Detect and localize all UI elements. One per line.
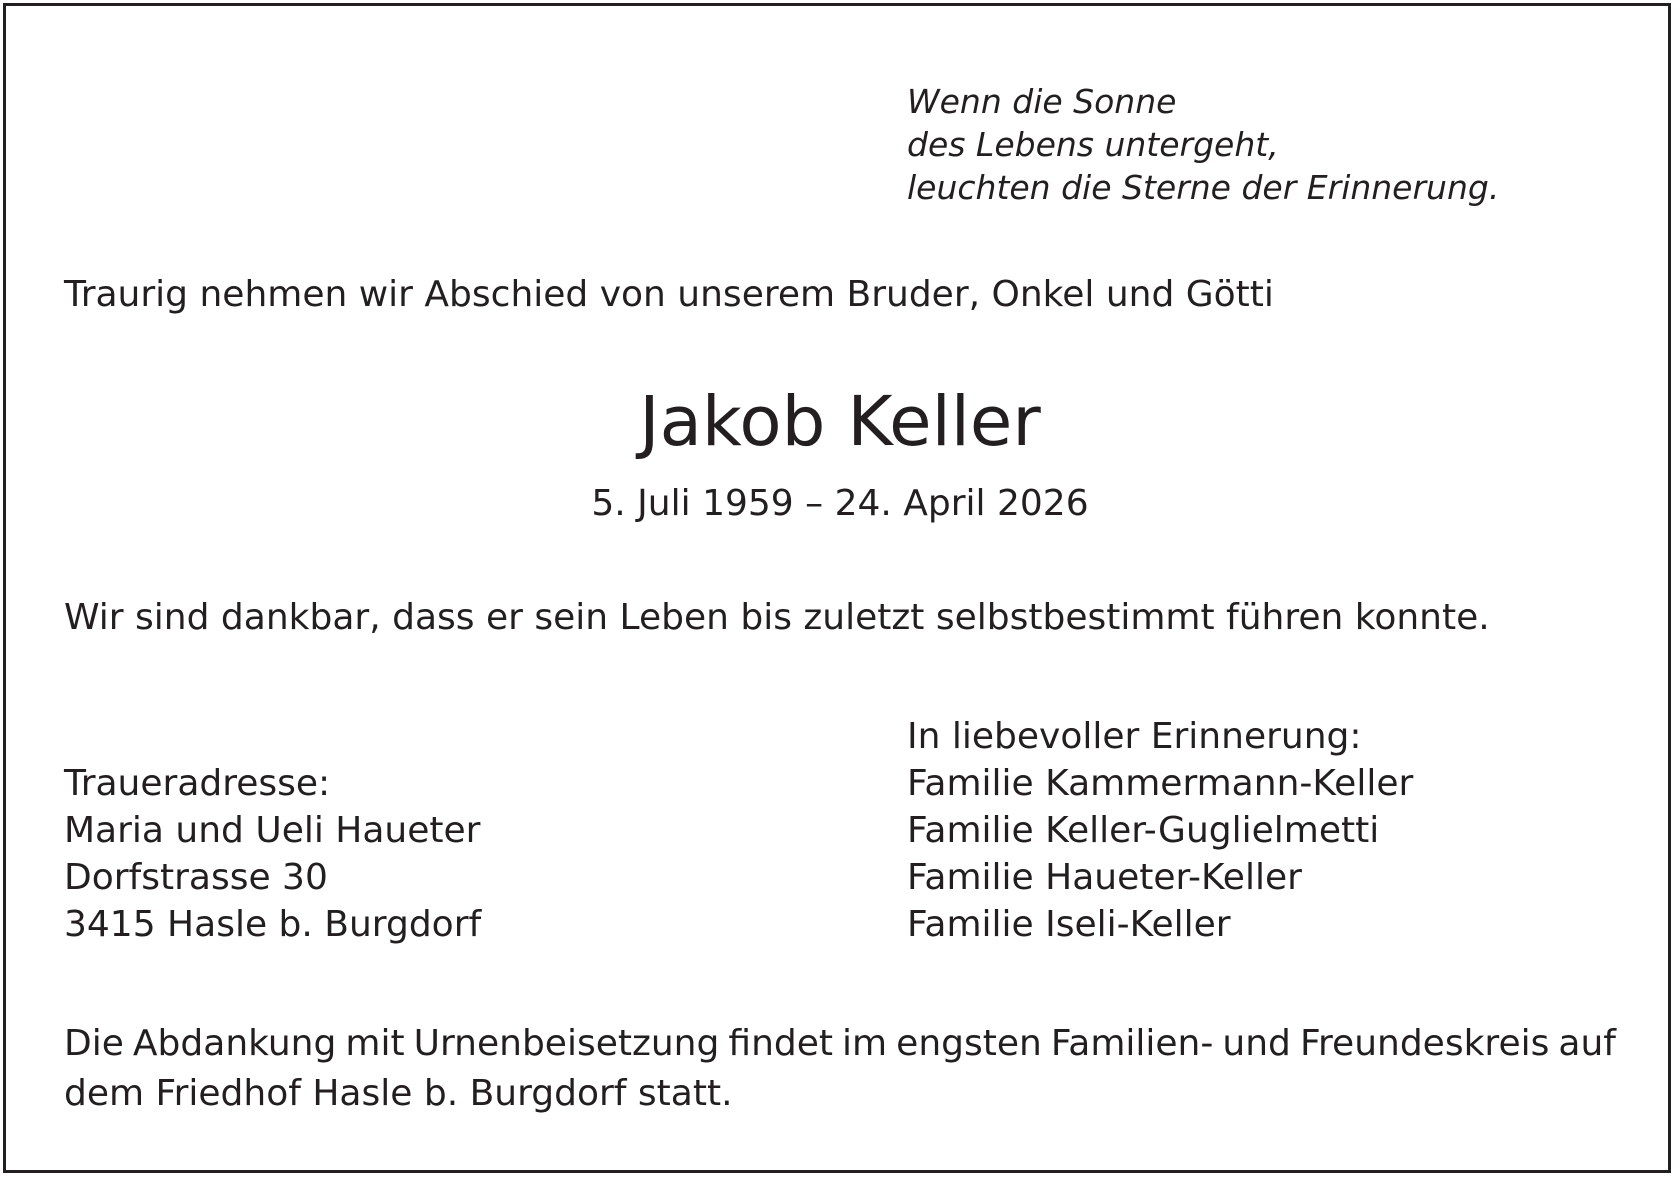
address-heading: Traueradresse: [64, 763, 331, 804]
ceremony-word: Urnenbeisetzung [413, 1023, 720, 1064]
address-line: Maria und Ueli Haueter [64, 810, 481, 851]
address-line: 3415 Hasle b. Burgdorf [64, 904, 482, 945]
ceremony-notice [64, 1019, 1616, 1119]
family-name: Familie Kammermann-Keller [907, 763, 1414, 804]
ceremony-word: Abdankung [132, 1023, 337, 1064]
ceremony-line-1 [64, 1019, 1616, 1069]
ceremony-word: und [1222, 1023, 1291, 1064]
deceased-name: Jakob Keller [639, 382, 1041, 462]
family-heading: In liebevoller Erinnerung: [907, 716, 1362, 757]
motto-quote [907, 80, 1499, 209]
family-name: Familie Keller-Guglielmetti [907, 810, 1380, 851]
motto-line: leuchten die Sterne der Erinnerung. [907, 168, 1500, 207]
ceremony-word: auf [1558, 1023, 1616, 1064]
life-dates: 5. Juli 1959 – 24. April 2026 [591, 483, 1089, 524]
motto-line: des Lebens untergeht, [907, 125, 1279, 164]
motto-line: Wenn die Sonne [907, 82, 1177, 121]
family-list [907, 713, 1413, 948]
ceremony-word: mit [345, 1023, 405, 1064]
ceremony-word: im [842, 1023, 888, 1064]
ceremony-word: findet [728, 1023, 833, 1064]
gratitude-text: Wir sind dankbar, dass er sein Leben bis zuletzt selbstbestimmt führen konnte. [64, 597, 1490, 638]
ceremony-word: Die [64, 1023, 124, 1064]
address-line: Dorfstrasse 30 [64, 857, 328, 898]
ceremony-word: engsten [896, 1023, 1042, 1064]
ceremony-word: Familien- [1050, 1023, 1214, 1064]
ceremony-word: Freundeskreis [1299, 1023, 1550, 1064]
ceremony-line-2: dem Friedhof Hasle b. Burgdorf statt. [64, 1073, 733, 1114]
mourning-address [64, 760, 481, 948]
family-name: Familie Haueter-Keller [907, 857, 1302, 898]
intro-text: Traurig nehmen wir Abschied von unserem Bruder, Onkel und Götti [64, 274, 1274, 315]
family-name: Familie Iseli-Keller [907, 904, 1231, 945]
